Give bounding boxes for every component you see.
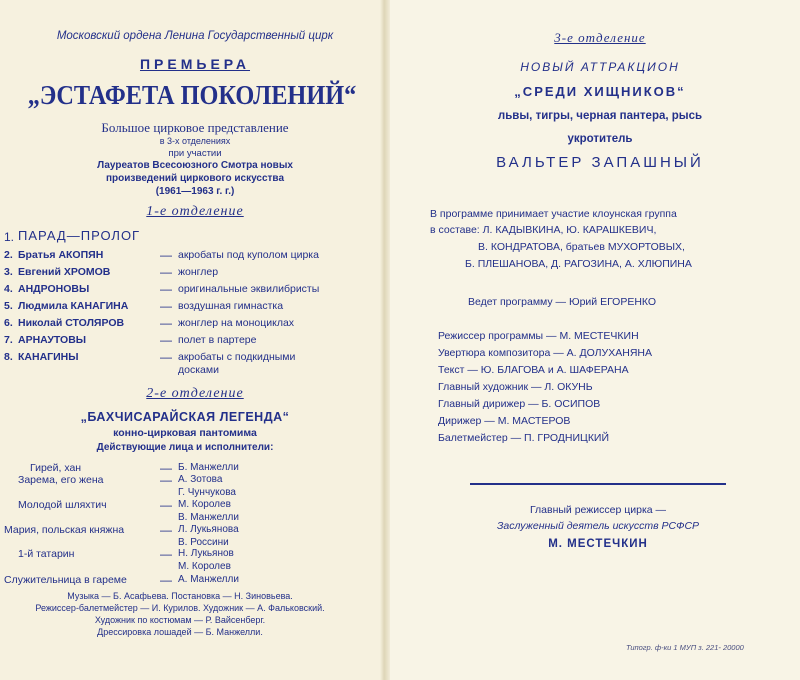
parts-count: в 3-х отделениях [159,136,231,146]
cast-actor: Л. Лукьянова [178,524,239,535]
act-name: Братья АКОПЯН [18,249,104,261]
act-number: 8. [4,351,13,363]
divider-line [470,483,726,485]
clowns-line: Б. ПЛЕШАНОВА, Д. РАГОЗИНА, А. ХЛЮПИНА [465,258,692,270]
cast-role: Гирей, хан [30,462,82,474]
act-name: Евгений ХРОМОВ [18,266,111,278]
act-description-cont: досками [178,364,219,376]
act-name: АРНАУТОВЫ [18,334,87,346]
act-description: воздушная гимнастка [178,300,284,312]
left-page [0,0,390,680]
dash: — [160,316,172,330]
act-description: жонглер на моноциклах [178,317,295,329]
director-name: М. МЕСТЕЧКИН [548,538,648,550]
cast-actor: Б. Манжелли [178,462,239,473]
act-number: 3. [4,266,13,278]
attraction-title: „СРЕДИ ХИЩНИКОВ“ [514,84,686,99]
laureates-line2: произведений циркового искусства [105,173,285,184]
show-subtitle: Большое цирковое представление [101,120,289,135]
dash: — [160,461,172,475]
dash: — [160,547,172,561]
act-description: жонглер [178,266,219,278]
act-number: 5. [4,300,13,312]
staff-line: Главный дирижер — Б. ОСИПОВ [438,398,601,410]
staff-line: Режиссер программы — М. МЕСТЕЧКИН [438,330,639,342]
cast-actor: В. Манжелли [178,512,239,523]
credit-line: Дрессировка лошадей — Б. Манжелли. [97,627,263,637]
cast-actor: В. Россини [178,537,229,548]
cast-role: Служительница в гареме [4,574,127,586]
pantomime-genre: конно-цирковая пантомима [113,427,257,439]
dash: — [160,248,172,262]
tamer-name: ВАЛЬТЕР ЗАПАШНЫЙ [496,154,704,171]
act-number: 6. [4,317,13,329]
cast-role: 1-й татарин [18,548,75,560]
section3-heading: 3-е отделение [554,30,646,45]
dash: — [160,299,172,313]
cast-actor: М. Королев [178,499,231,510]
laureates-line1: Лауреатов Всесоюзного Смотра новых [97,160,293,171]
dash: — [160,573,172,587]
act-description: оригинальные эквилибристы [178,283,320,295]
section1-heading: 1-е отделение [146,204,244,219]
act-description: акробаты с подкидными [178,351,296,363]
clowns-line: в составе: Л. КАДЫВКИНА, Ю. КАРАШКЕВИЧ, [430,224,657,236]
cast-role: Мария, польская княжна [4,524,125,536]
host-line: Ведет программу — Юрий ЕГОРЕНКО [468,296,657,308]
act-description: акробаты под куполом цирка [178,249,319,261]
staff-line: Увертюра композитора — А. ДОЛУХАНЯНА [438,347,652,359]
cast-actor: Г. Чунчукова [178,487,236,498]
cast-actor: Н. Лукьянов [178,548,234,559]
animals: львы, тигры, черная пантера, рысь [497,110,703,122]
act-name: Николай СТОЛЯРОВ [18,317,125,329]
act-name: Людмила КАНАГИНА [18,300,129,312]
cast-role: Зарема, его жена [18,474,104,486]
tamer-label: укротитель [567,133,633,145]
dash: — [160,498,172,512]
act-number: 4. [4,283,13,295]
dash: — [160,333,172,347]
participation: при участии [168,148,222,159]
act-number: 7. [4,334,13,346]
cast-role: Молодой шляхтич [18,499,107,511]
years: (1961—1963 г. г.) [155,186,235,197]
dash: — [160,265,172,279]
clowns-line: В. КОНДРАТОВА, братьев МУХОРТОВЫХ, [478,241,685,253]
dash: — [160,350,172,364]
staff-line: Главный художник — Л. ОКУНЬ [438,381,593,393]
cast-heading: Действующие лица и исполнители: [96,442,274,453]
credit-line: Музыка — Б. Асафьева. Постановка — Н. Зиновьева. [67,591,293,601]
cast-actor: А. Манжелли [178,574,239,585]
act-number: 2. [4,249,13,261]
staff-line: Дирижер — М. МАСТЕРОВ [438,415,571,427]
right-page [390,0,800,680]
staff-line: Текст — Ю. БЛАГОВА и А. ШАФЕРАНА [438,364,629,376]
act-number: 1. [4,230,15,244]
pantomime-title: „БАХЧИСАРАЙСКАЯ ЛЕГЕНДА“ [80,410,290,424]
credit-line: Режиссер-балетмейстер — И. Курилов. Художник — А. Фальковский. [35,603,325,613]
dash: — [160,473,172,487]
show-title: „ЭСТАФЕТА ПОКОЛЕНИЙ“ [27,80,357,110]
act-name: ПАРАД—ПРОЛОГ [18,228,141,243]
attraction-label: НОВЫЙ АТТРАКЦИОН [520,60,680,74]
cast-actor: А. Зотова [178,474,223,485]
clowns-line: В программе принимает участие клоунская группа [430,208,677,220]
cast-actor: М. Королев [178,561,231,572]
section2-heading: 2-е отделение [146,386,244,401]
staff-line: Балетмейстер — П. ГРОДНИЦКИЙ [438,432,610,444]
act-name: КАНАГИНЫ [18,351,79,363]
director-label: Главный режиссер цирка — [529,504,667,516]
printer-imprint: Типогр. ф-ки 1 МУП з. 221- 20000 [626,643,744,652]
circus-header: Московский ордена Ленина Государственный цирк [56,30,334,42]
dash: — [160,523,172,537]
act-description: полет в партере [178,334,257,346]
director-title: Заслуженный деятель искусств РСФСР [496,520,700,532]
act-name: АНДРОНОВЫ [18,283,90,295]
premiere-label: ПРЕМЬЕРА [139,56,251,72]
dash: — [160,282,172,296]
credit-line: Художник по костюмам — Р. Вайсенберг. [94,615,266,625]
